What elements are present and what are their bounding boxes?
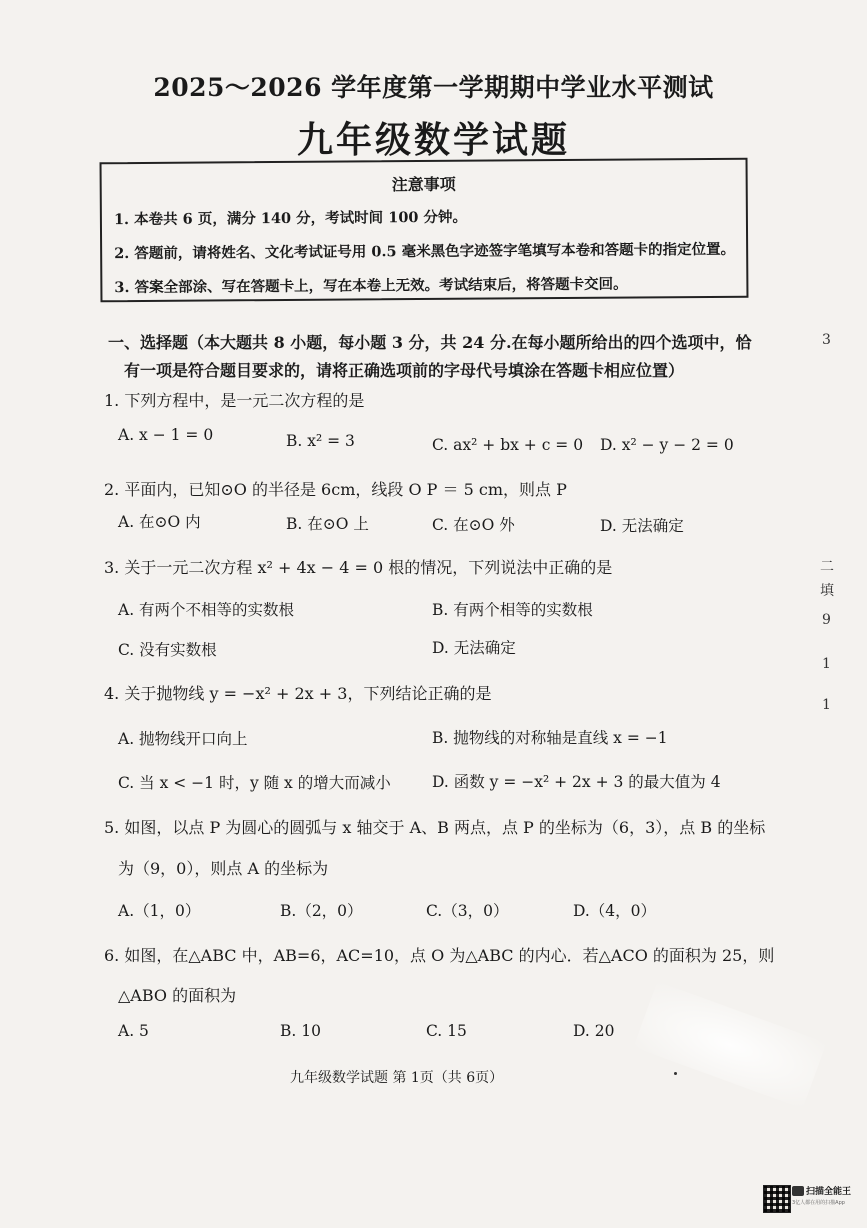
question-2-option-c: C. 在⊙O 外 — [432, 516, 515, 534]
question-5-option-a: A.（1，0） — [118, 902, 201, 920]
question-6-stem-line2: △ABO 的面积为 — [118, 986, 237, 1005]
question-1-stem: 1. 下列方程中，是一元二次方程的是 — [104, 391, 365, 410]
question-5-option-b: B.（2，0） — [280, 902, 363, 920]
notice-item-3: 3. 答案全部涂、写在答题卡上，写在本卷上无效。考试结束后，将答题卡交回。 — [114, 275, 628, 297]
scanner-logo-icon — [792, 1186, 804, 1196]
scanner-logo-tagline: 3亿人都在用的扫描App — [792, 1200, 845, 1206]
question-2-option-a: A. 在⊙O 内 — [118, 513, 201, 531]
edge-mark-6: 1 — [822, 697, 831, 713]
edge-mark-5: 1 — [822, 656, 831, 672]
question-1-option-d: D. x² − y − 2 = 0 — [600, 436, 734, 454]
question-2-option-d: D. 无法确定 — [600, 517, 684, 535]
question-6-option-a: A. 5 — [118, 1022, 149, 1040]
edge-mark-4: 9 — [822, 612, 831, 628]
question-4-option-d: D. 函数 y = −x² + 2x + 3 的最大值为 4 — [432, 773, 721, 791]
section-heading-line2: 有一项是符合题目要求的，请将正确选项前的字母代号填涂在答题卡相应位置） — [124, 361, 685, 380]
question-2-stem: 2. 平面内，已知⊙O 的半径是 6cm，线段 O P ＝ 5 cm，则点 P — [104, 480, 567, 499]
question-3-stem: 3. 关于一元二次方程 x² + 4x − 4 = 0 根的情况，下列说法中正确的是 — [104, 558, 613, 577]
edge-mark-2: 二 — [820, 559, 834, 575]
question-5-stem-line1: 5. 如图，以点 P 为圆心的圆弧与 x 轴交于 A、B 两点，点 P 的坐标为（6，3），点 B 的坐标 — [104, 818, 766, 837]
question-3-option-c: C. 没有实数根 — [118, 641, 217, 659]
question-6-stem-line1: 6. 如图，在△ABC 中，AB=6，AC=10，点 O 为△ABC 的内心．若△ACO 的面积为 25，则 — [104, 946, 775, 965]
question-4-option-a: A. 抛物线开口向上 — [118, 730, 248, 748]
question-4-option-b: B. 抛物线的对称轴是直线 x = −1 — [432, 729, 668, 747]
qr-code-icon — [763, 1185, 791, 1213]
question-1-option-a: A. x − 1 = 0 — [118, 426, 214, 444]
scanner-logo-name: 扫描全能王 — [806, 1187, 852, 1197]
question-2-option-b: B. 在⊙O 上 — [286, 515, 369, 533]
scan-speck — [674, 1072, 677, 1075]
question-1-option-c: C. ax² + bx + c = 0 — [432, 436, 584, 454]
question-5-stem-line2: 为（9，0），则点 A 的坐标为 — [118, 859, 329, 878]
question-1-option-b: B. x² = 3 — [286, 432, 355, 450]
question-3-option-d: D. 无法确定 — [432, 639, 516, 657]
exam-subtitle: 九年级数学试题 — [296, 119, 570, 161]
question-6-option-c: C. 15 — [426, 1022, 467, 1040]
notice-item-1: 1. 本卷共 6 页，满分 140 分，考试时间 100 分钟。 — [113, 208, 468, 229]
question-5-option-c: C.（3，0） — [426, 902, 509, 920]
scan-smudge — [633, 981, 826, 1108]
question-3-option-b: B. 有两个相等的实数根 — [432, 601, 593, 619]
section-heading-line1: 一、选择题（本大题共 8 小题，每小题 3 分，共 24 分.在每小题所给出的四个选项中，恰 — [108, 333, 752, 352]
question-4-stem: 4. 关于抛物线 y = −x² + 2x + 3，下列结论正确的是 — [104, 684, 492, 703]
page-footer: 九年级数学试题 第 1页（共 6页） — [290, 1070, 504, 1086]
question-5-option-d: D.（4，0） — [573, 902, 657, 920]
notice-box — [100, 158, 749, 303]
edge-mark-1: 3 — [822, 332, 831, 348]
question-6-option-b: B. 10 — [280, 1022, 321, 1040]
exam-title: 2025～2026 学年度第一学期期中学业水平测试 — [153, 73, 714, 102]
question-4-option-c: C. 当 x < −1 时，y 随 x 的增大而减小 — [118, 774, 391, 792]
edge-mark-3: 填 — [820, 583, 834, 599]
notice-item-2: 2. 答题前，请将姓名、文化考试证号用 0.5 毫米黑色字迹签字笔填写本卷和答题卡的指定位置。 — [114, 240, 736, 263]
question-3-option-a: A. 有两个不相等的实数根 — [118, 601, 295, 619]
notice-title: 注意事项 — [391, 174, 456, 195]
question-6-option-d: D. 20 — [573, 1022, 615, 1040]
